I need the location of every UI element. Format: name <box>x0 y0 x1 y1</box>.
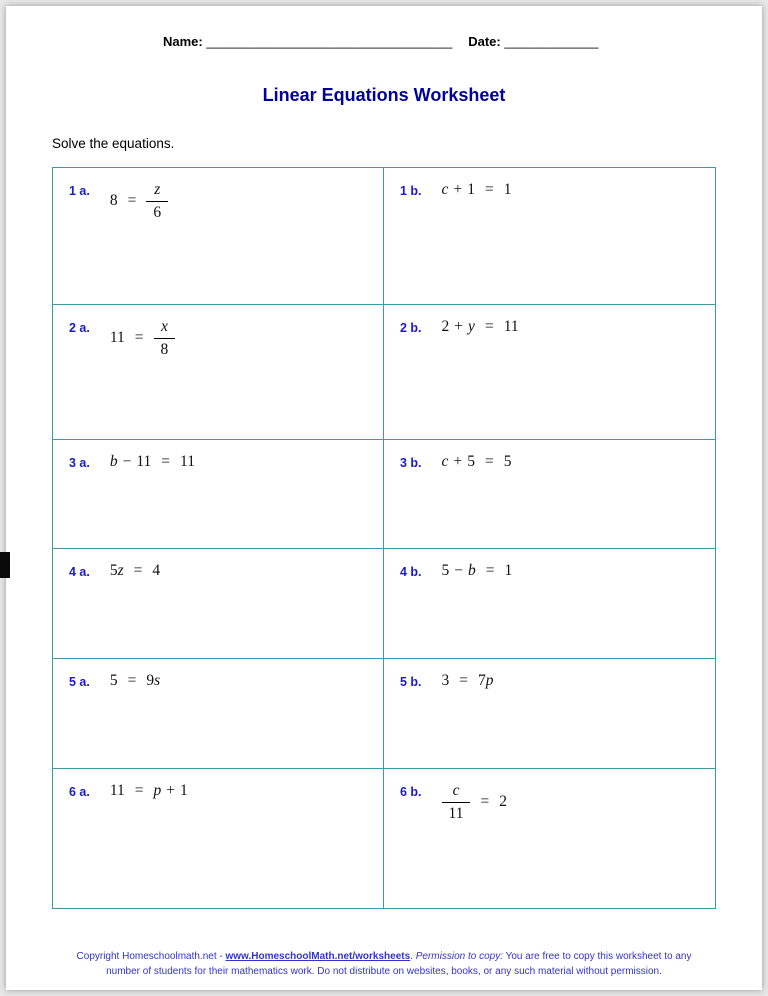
fraction-denominator: 8 <box>154 338 176 359</box>
equation <box>110 562 160 580</box>
equation <box>110 453 195 471</box>
number: 7 <box>478 672 486 689</box>
problem-cell <box>384 658 715 768</box>
name-date-row <box>163 34 762 49</box>
equation <box>110 181 168 222</box>
operator: + <box>453 181 463 198</box>
fraction-numerator: z <box>154 181 161 198</box>
variable: c <box>441 453 449 470</box>
number: 2 <box>499 793 507 811</box>
equals-sign: = <box>484 453 494 470</box>
problem-number: 2 b. <box>400 321 422 335</box>
date-blank-line: _____________ <box>504 34 599 49</box>
problem-number: 5 b. <box>400 675 422 689</box>
problem-number: 6 b. <box>400 785 422 799</box>
fraction <box>154 318 176 359</box>
problem-number: 3 b. <box>400 456 422 470</box>
fraction-numerator: x <box>160 318 168 335</box>
equation <box>442 782 507 823</box>
worksheet-page <box>6 6 762 990</box>
problem-cell <box>53 548 384 658</box>
problem-cell <box>53 304 384 439</box>
problem-number: 3 a. <box>69 456 90 470</box>
equation <box>110 318 175 359</box>
number: 5 <box>467 453 475 470</box>
problem-number: 4 b. <box>400 565 422 579</box>
page-title: Linear Equations Worksheet <box>262 85 506 105</box>
equation <box>442 562 513 580</box>
equals-sign: = <box>134 329 144 347</box>
name-blank-line: __________________________________ <box>206 34 453 49</box>
equals-sign: = <box>134 782 144 799</box>
equation <box>442 672 494 690</box>
scan-edge-artifact <box>0 552 10 578</box>
footer-permission-label: Permission to copy: <box>415 951 503 962</box>
number: 1 <box>467 181 475 198</box>
variable: b <box>109 453 118 470</box>
problem-cell <box>384 439 715 548</box>
problem-cell <box>384 768 715 908</box>
equals-sign: = <box>161 453 171 470</box>
fraction-denominator: 6 <box>146 201 168 222</box>
equals-sign: = <box>459 672 469 689</box>
number: 11 <box>503 318 519 335</box>
equals-sign: = <box>484 318 494 335</box>
number: 1 <box>504 562 513 579</box>
equals-sign: = <box>133 562 143 579</box>
number: 9 <box>146 672 155 689</box>
footer <box>6 949 762 979</box>
footer-line1-rest: You are free to copy this worksheet to any <box>503 951 692 962</box>
variable: s <box>154 672 161 689</box>
number: 5 <box>109 672 118 689</box>
fraction-numerator: c <box>452 782 460 799</box>
operator: − <box>454 562 464 579</box>
problem-cell <box>53 658 384 768</box>
number: 5 <box>109 562 118 579</box>
number: 4 <box>152 562 161 579</box>
problem-number: 6 a. <box>69 785 90 799</box>
problem-cell <box>53 768 384 908</box>
problem-cell <box>53 168 384 304</box>
number: 1 <box>503 181 512 198</box>
problem-cell <box>384 548 715 658</box>
equals-sign: = <box>484 181 494 198</box>
variable: y <box>468 318 475 335</box>
equals-sign: = <box>127 672 137 689</box>
footer-copyright: Copyright Homeschoolmath.net - <box>76 951 226 962</box>
variable: z <box>117 562 124 579</box>
equals-sign: = <box>485 562 495 579</box>
number: 1 <box>180 782 188 799</box>
footer-line2: number of students for their mathematics work. Do not distribute on websites, books, or any such material without permission. <box>106 966 662 977</box>
number: 11 <box>109 329 125 347</box>
equals-sign: = <box>127 192 137 210</box>
problem-cell <box>384 168 715 304</box>
problem-number: 1 b. <box>400 184 422 198</box>
problem-cell <box>53 439 384 548</box>
problem-number: 1 a. <box>69 184 90 198</box>
date-label: Date: <box>468 34 501 49</box>
problem-number: 2 a. <box>69 321 90 335</box>
operator: + <box>454 318 464 335</box>
number: 2 <box>441 318 450 335</box>
number: 11 <box>180 453 195 470</box>
operator: + <box>453 453 463 470</box>
equation <box>442 453 512 471</box>
fraction <box>146 181 168 222</box>
number: 11 <box>136 453 152 470</box>
footer-link[interactable]: www.HomeschoolMath.net/worksheets <box>225 951 411 962</box>
operator: − <box>122 453 132 470</box>
fraction-denominator: 11 <box>442 802 471 823</box>
number: 5 <box>441 562 450 579</box>
problem-number: 5 a. <box>69 675 90 689</box>
equation <box>110 782 188 800</box>
problem-number: 4 a. <box>69 565 90 579</box>
variable: p <box>153 782 162 799</box>
number: 5 <box>503 453 512 470</box>
number: 11 <box>109 782 125 799</box>
variable: b <box>468 562 476 579</box>
number: 8 <box>109 192 118 210</box>
variable: p <box>485 672 494 689</box>
footer-link-suffix: . <box>410 951 416 962</box>
equation <box>442 181 512 199</box>
name-label: Name: <box>163 34 203 49</box>
instruction-text: Solve the equations. <box>52 136 175 151</box>
equation <box>110 672 160 690</box>
equals-sign: = <box>480 793 490 811</box>
variable: c <box>441 181 449 198</box>
fraction <box>442 782 471 823</box>
operator: + <box>166 782 176 799</box>
number: 3 <box>441 672 450 689</box>
problems-table <box>52 167 716 909</box>
problem-cell <box>384 304 715 439</box>
equation <box>442 318 519 336</box>
